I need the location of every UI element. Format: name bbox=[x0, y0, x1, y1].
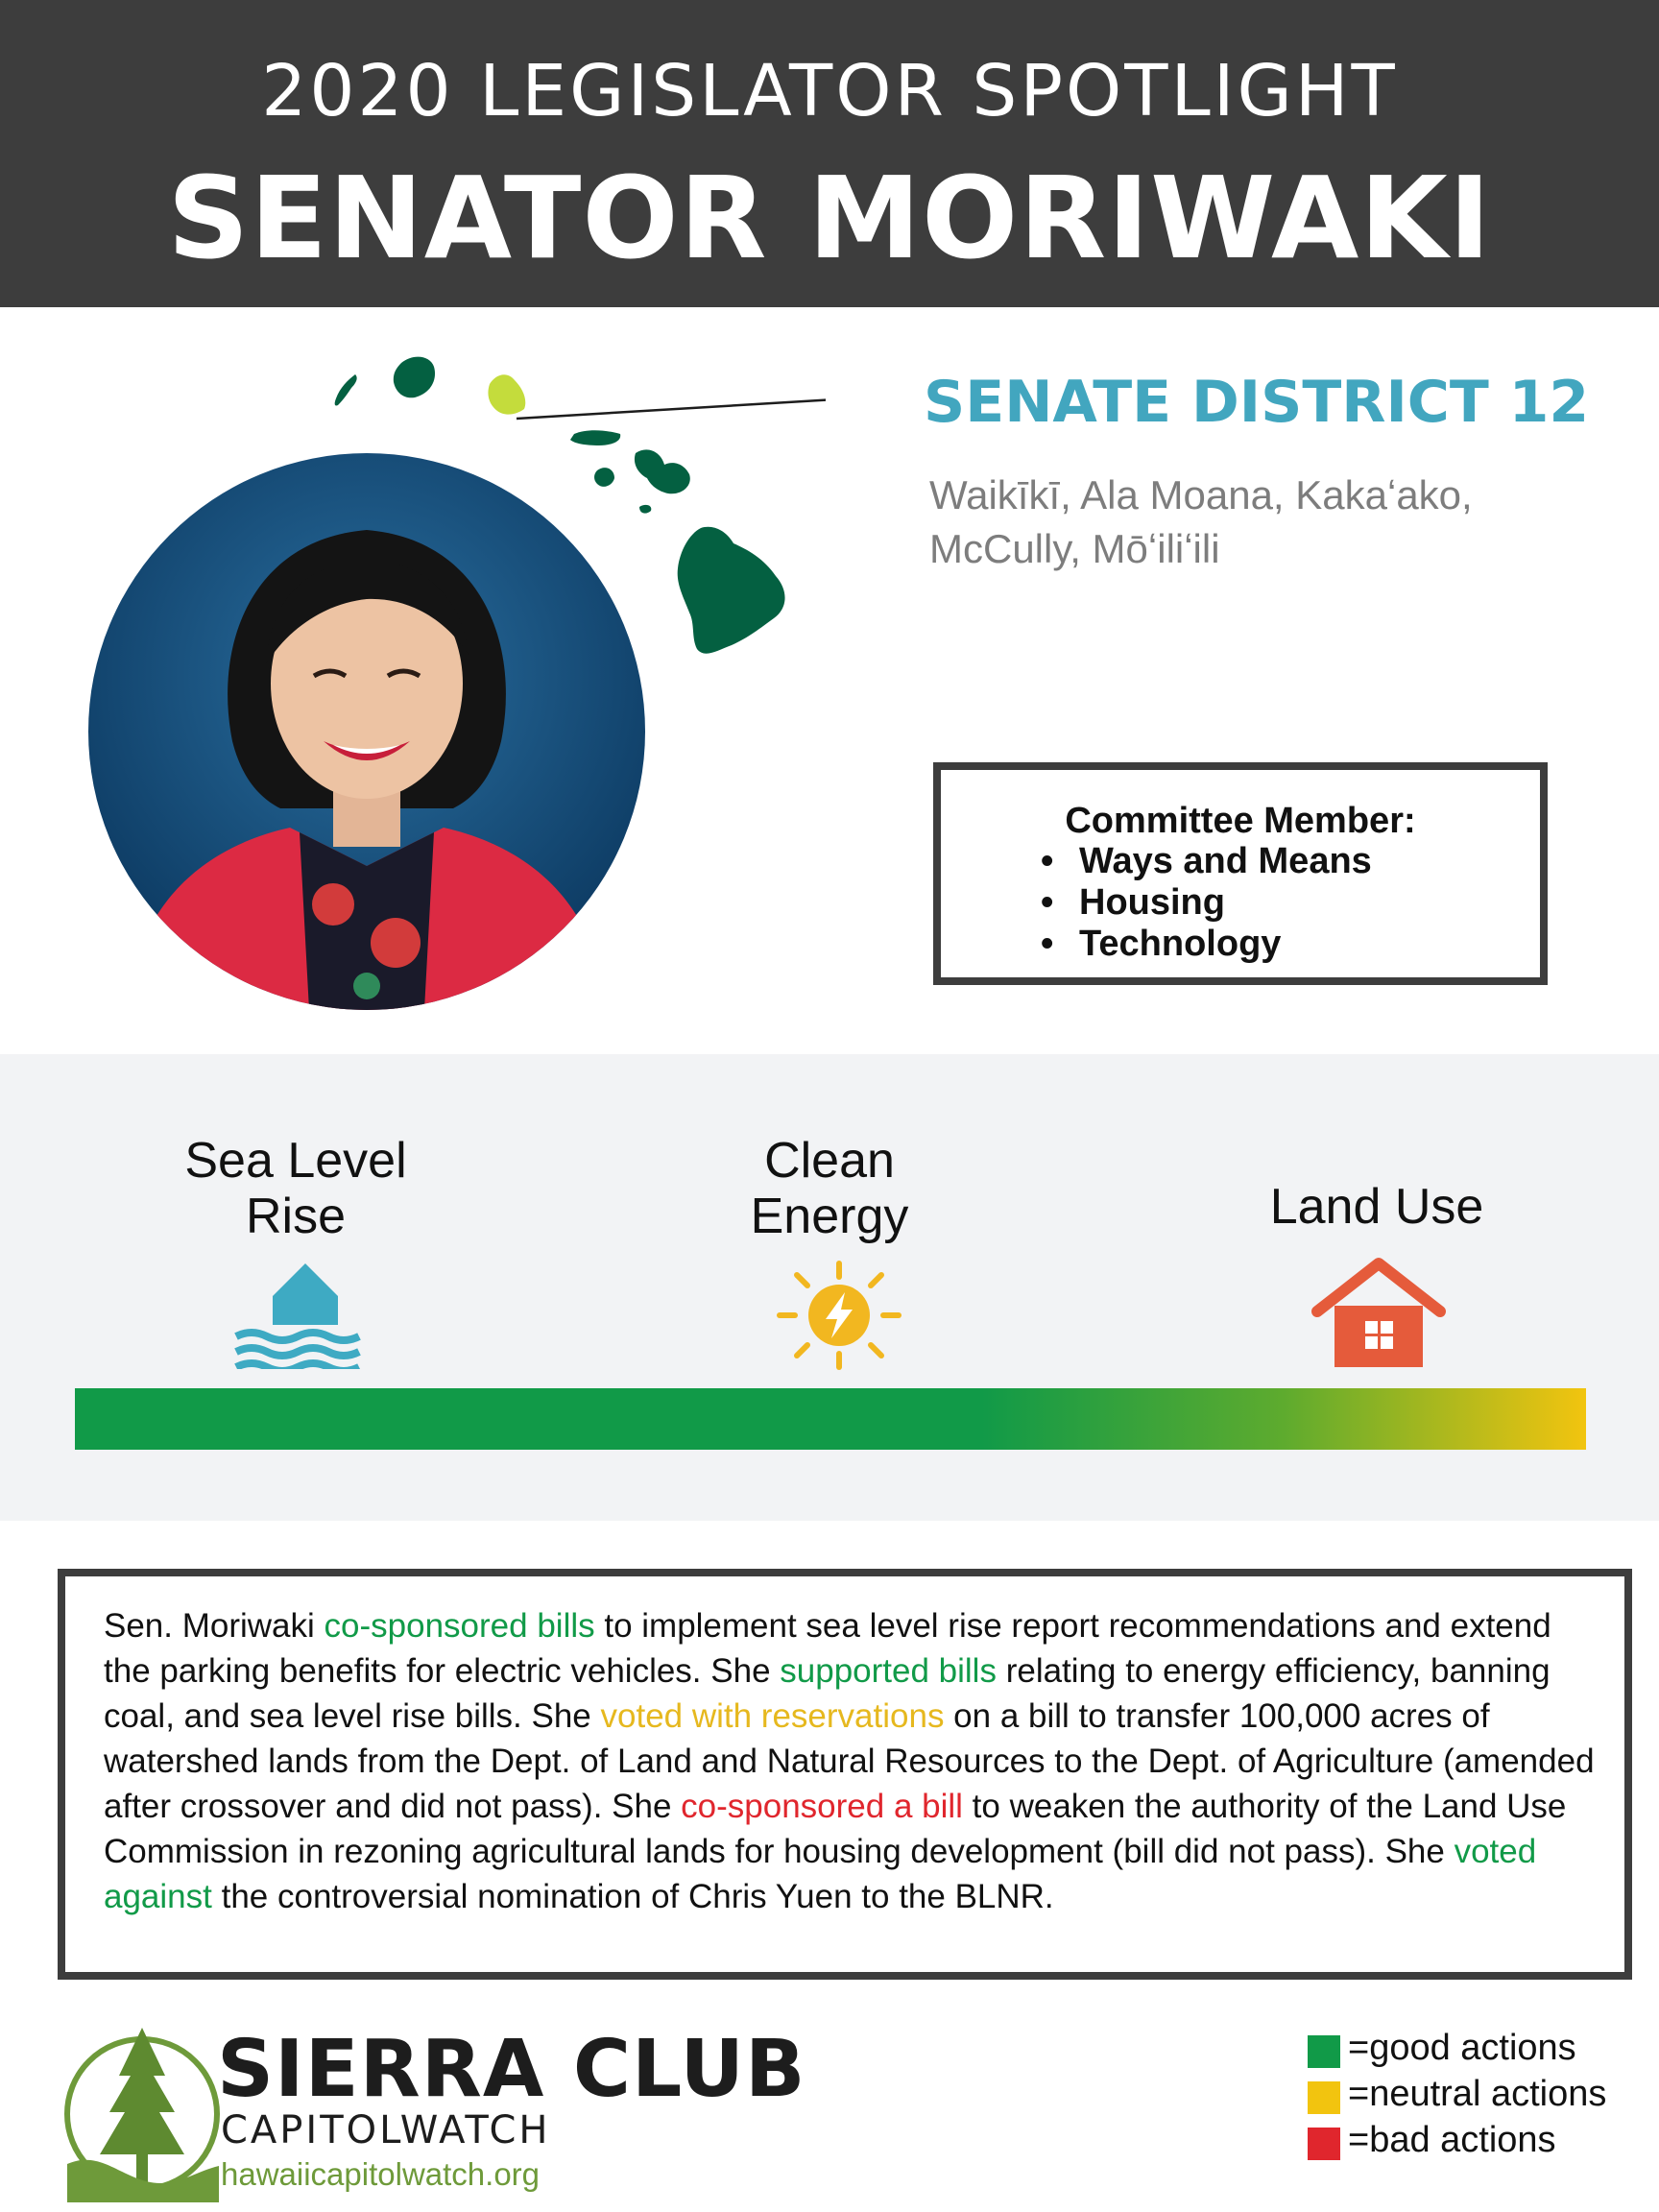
legend-label: =bad actions bbox=[1348, 2120, 1556, 2160]
summary-text: the controversial nomination of Chris Yuen to the BLNR. bbox=[211, 1878, 1054, 1915]
molokai-island bbox=[570, 430, 620, 445]
summary-text: relating to energy efficiency, banning coal, and sea level rise bills. She bbox=[104, 1652, 1551, 1735]
summary-highlight-good: supported bills bbox=[780, 1652, 997, 1690]
legend-swatch-good bbox=[1308, 2035, 1340, 2068]
legend-swatch-neutral bbox=[1308, 2081, 1340, 2114]
topic-label-line: Rise bbox=[245, 1189, 347, 1244]
oahu-island-highlight bbox=[488, 374, 525, 414]
legend-label: =neutral actions bbox=[1348, 2074, 1607, 2114]
district-title: SENATE DISTRICT 12 bbox=[924, 369, 1590, 436]
senator-portrait bbox=[88, 453, 645, 1010]
sierra-club-tree-logo bbox=[60, 2020, 223, 2202]
sierra-club-name: SIERRA CLUB bbox=[217, 2024, 806, 2115]
summary-text: to implement sea level rise report recommendations and extend the parking benefits for electric vehicles. She bbox=[104, 1607, 1551, 1690]
district-areas-line-2: McCully, Mōʻiliʻili bbox=[929, 526, 1220, 571]
committee-list bbox=[1041, 841, 1372, 965]
committee-box bbox=[933, 762, 1548, 985]
summary-highlight-neutral: voted with reservations bbox=[600, 1697, 945, 1735]
portrait-scarf-leaf bbox=[353, 973, 380, 999]
topic-label-line: Clean bbox=[764, 1133, 895, 1189]
legend-label: =good actions bbox=[1348, 2028, 1576, 2068]
summary-text: Sen. Moriwaki bbox=[104, 1607, 325, 1645]
house-icon bbox=[1310, 1258, 1448, 1369]
topic-label-land-use bbox=[1223, 1179, 1530, 1235]
summary-text: on a bill to transfer 100,000 acres of watershed lands from the Dept. of Land and Natural Resources to the Dept. of Agriculture (amended after crossover and did not pass). She bbox=[104, 1697, 1595, 1825]
committee-item: • Ways and Means bbox=[1041, 841, 1372, 882]
sun-bolt-icon bbox=[776, 1260, 902, 1371]
topic-label-sea-level-rise bbox=[142, 1133, 449, 1244]
portrait-scarf-flower-2 bbox=[371, 918, 421, 968]
summary-text: to weaken the authority of the Land Use Commission in rezoning agricultural lands for housing development (bill did not pass). She bbox=[104, 1788, 1567, 1870]
header-banner bbox=[0, 0, 1659, 307]
voting-summary-text bbox=[104, 1603, 1601, 1919]
niihau-island bbox=[335, 374, 357, 406]
summary-highlight-good: voted against bbox=[104, 1833, 1537, 1915]
committee-item: • Technology bbox=[1041, 924, 1372, 965]
committee-item: • Housing bbox=[1041, 882, 1372, 924]
legislator-name: SENATOR MORIWAKI bbox=[167, 152, 1492, 284]
topic-label-line: Energy bbox=[750, 1189, 909, 1244]
portrait-scarf-flower-1 bbox=[312, 883, 354, 926]
big-island bbox=[678, 527, 785, 654]
topic-label-line: Land Use bbox=[1269, 1179, 1484, 1235]
topic-label-clean-energy bbox=[676, 1133, 983, 1244]
district-areas bbox=[929, 469, 1601, 576]
district-pointer-line bbox=[517, 396, 826, 419]
spotlight-kicker: 2020 LEGISLATOR SPOTLIGHT bbox=[261, 50, 1398, 132]
capitolwatch-name: CAPITOLWATCH bbox=[221, 2108, 551, 2152]
summary-highlight-bad: co-sponsored a bill bbox=[681, 1788, 963, 1825]
district-areas-line-1: Waikīkī, Ala Moana, Kakaʻako, bbox=[929, 472, 1473, 517]
committee-title: Committee Member: bbox=[1065, 801, 1416, 841]
voting-summary-box bbox=[58, 1569, 1632, 1980]
kauai-island bbox=[394, 357, 435, 398]
rating-spectrum-bar bbox=[75, 1388, 1586, 1450]
flooded-house-icon bbox=[230, 1254, 361, 1369]
legend-swatch-bad bbox=[1308, 2128, 1340, 2160]
summary-highlight-good: co-sponsored bills bbox=[324, 1607, 595, 1645]
website-link[interactable]: hawaiicapitolwatch.org bbox=[221, 2156, 541, 2192]
topic-label-line: Sea Level bbox=[184, 1133, 407, 1189]
